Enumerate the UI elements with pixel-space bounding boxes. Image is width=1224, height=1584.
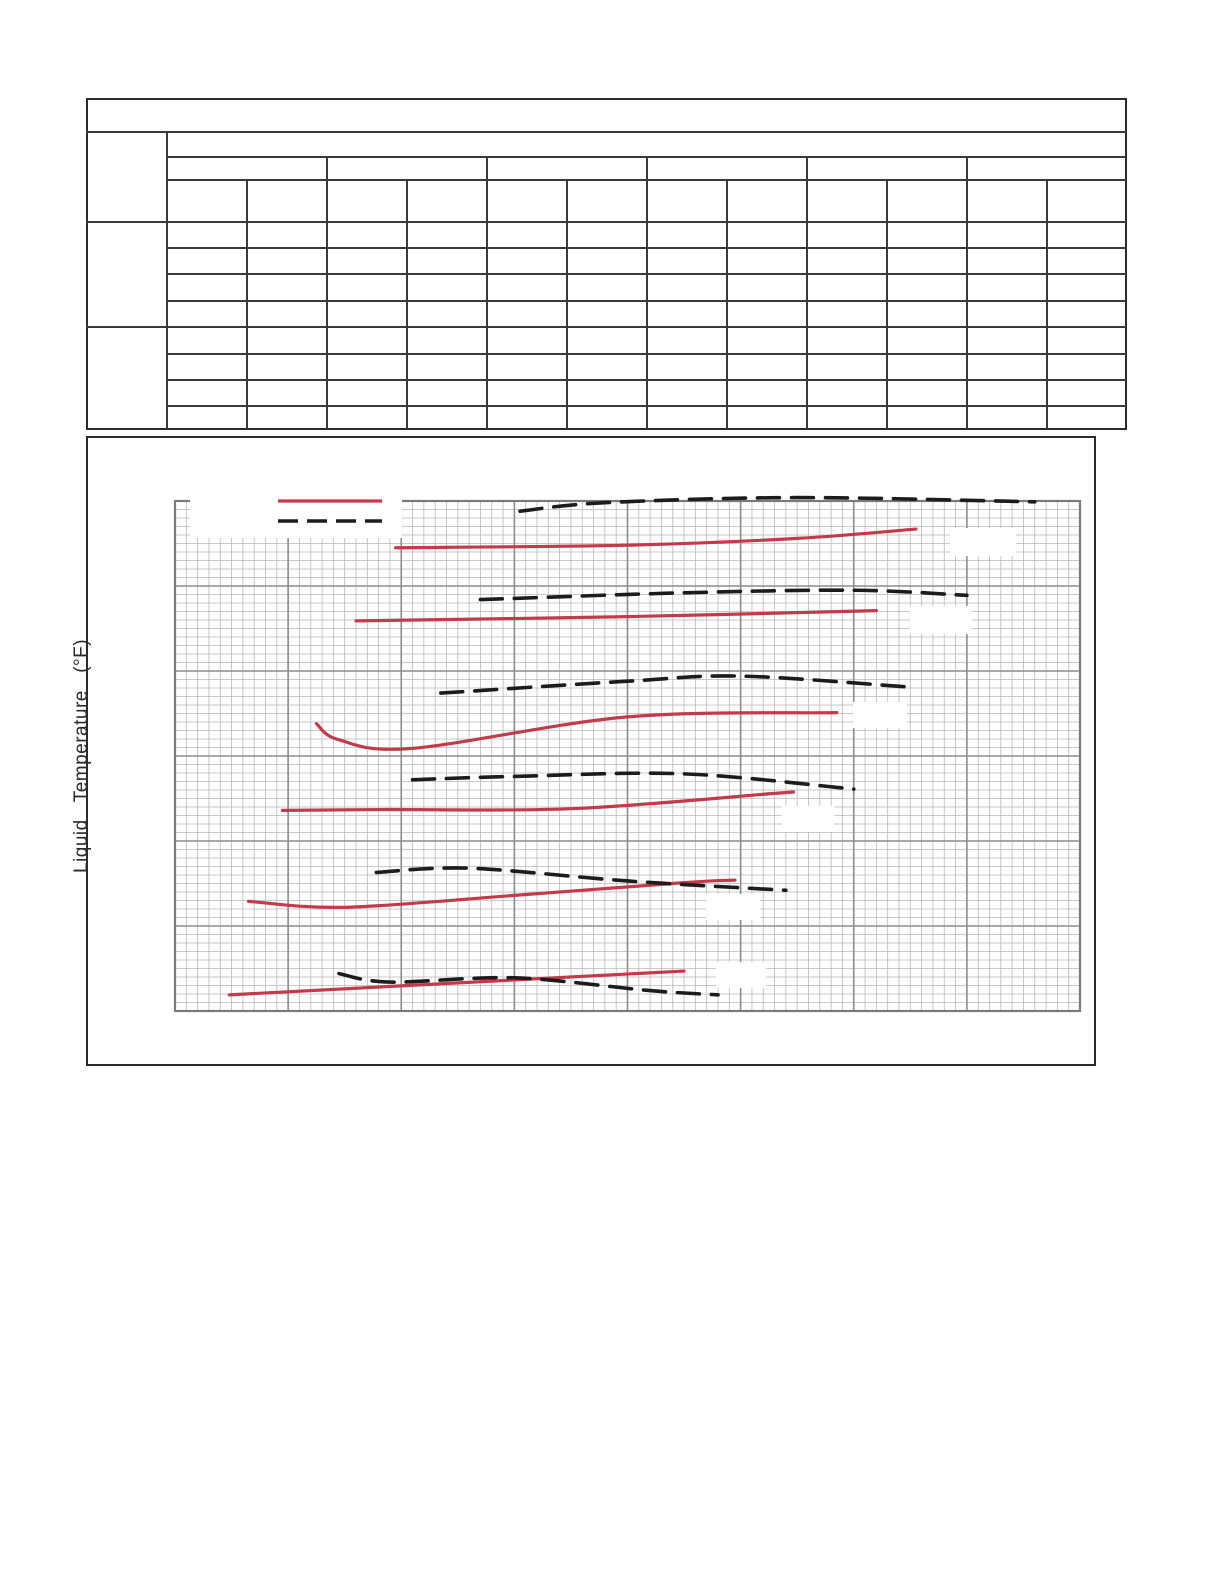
solid-curve-4	[282, 792, 793, 810]
curve-label-box	[853, 702, 907, 728]
y-axis-label: Liquid Temperature (°F)	[71, 638, 92, 873]
curve-label-box	[782, 806, 834, 832]
curve-label-box	[716, 962, 766, 988]
solid-curve-10	[396, 529, 916, 548]
curve-label-box	[910, 606, 972, 634]
solid-curve-6	[316, 713, 836, 750]
curve-label-box	[706, 894, 760, 920]
legend-box	[190, 492, 402, 538]
dashed-curve-7	[441, 676, 910, 693]
curve-label-box	[950, 528, 1016, 556]
